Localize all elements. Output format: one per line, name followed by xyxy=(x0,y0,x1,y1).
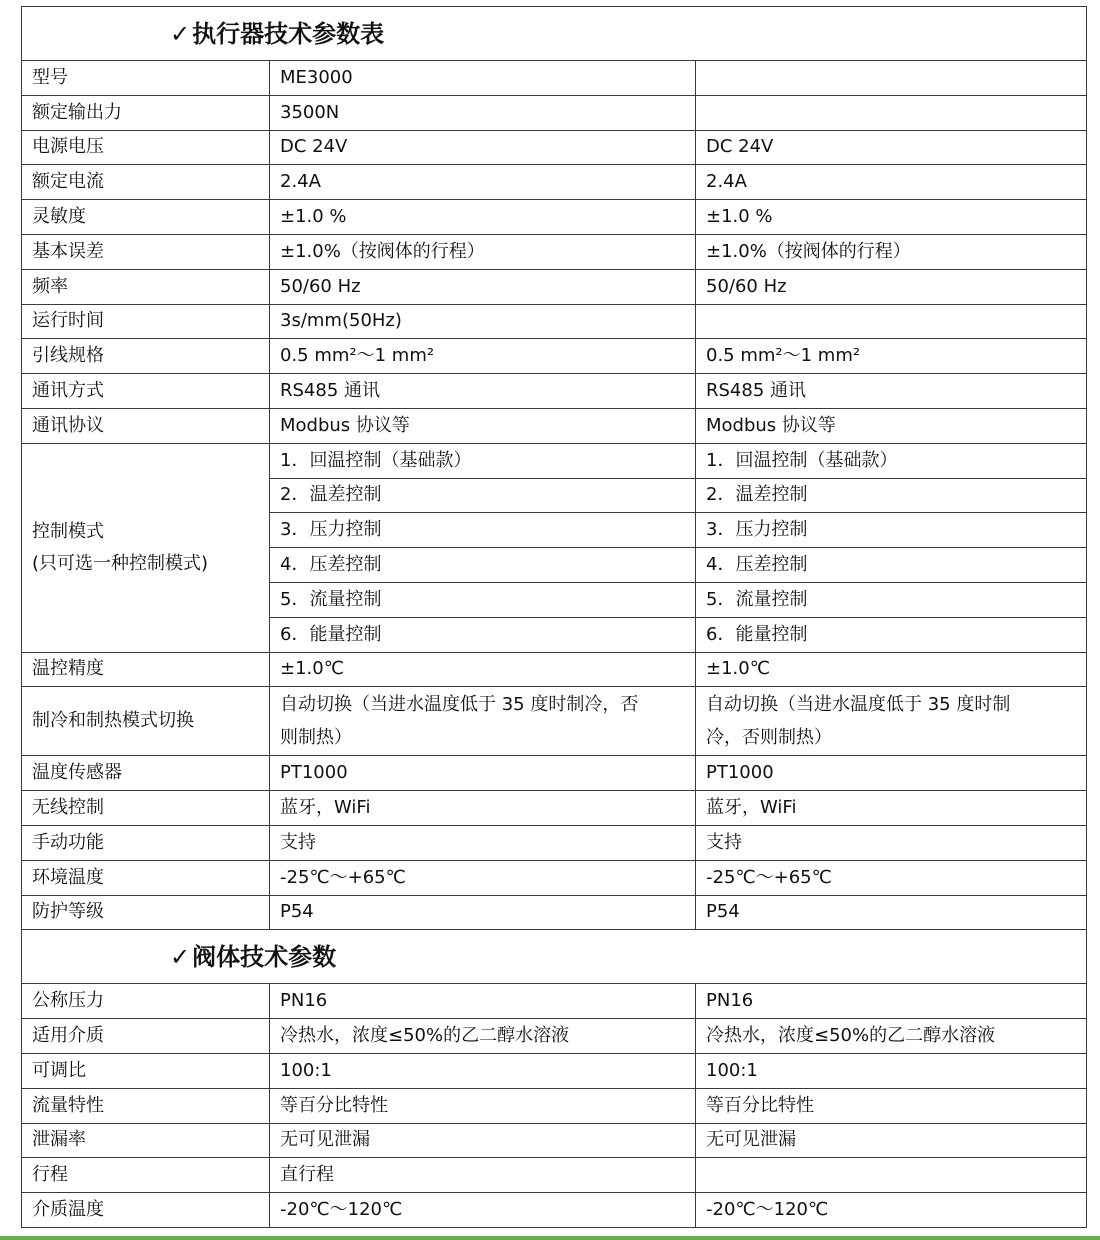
control-mode-option-alt: 6．能量控制 xyxy=(696,617,1087,652)
param-value: Modbus 协议等 xyxy=(270,408,696,443)
param-label: 环境温度 xyxy=(22,860,270,895)
param-label: 灵敏度 xyxy=(22,200,270,235)
table-row xyxy=(22,1088,1087,1123)
param-value: ±1.0%（按阀体的行程） xyxy=(270,234,696,269)
param-label: 额定输出力 xyxy=(22,95,270,130)
control-mode-option-alt: 2．温差控制 xyxy=(696,478,1087,513)
control-mode-option: 4．压差控制 xyxy=(270,548,696,583)
param-value-alt xyxy=(696,95,1087,130)
param-value: -25℃～+65℃ xyxy=(270,860,696,895)
control-mode-note: (只可选一种控制模式) xyxy=(32,552,209,574)
control-mode-option: 2．温差控制 xyxy=(270,478,696,513)
param-value: PT1000 xyxy=(270,756,696,791)
param-value: 无可见泄漏 xyxy=(270,1123,696,1158)
param-value-alt: PT1000 xyxy=(696,756,1087,791)
table-row xyxy=(22,200,1087,235)
param-value-alt: 等百分比特性 xyxy=(696,1088,1087,1123)
table-row xyxy=(22,984,1087,1019)
param-value: 支持 xyxy=(270,825,696,860)
param-value-alt: RS485 通讯 xyxy=(696,374,1087,409)
table-row xyxy=(22,825,1087,860)
table-row xyxy=(22,130,1087,165)
table-row xyxy=(22,756,1087,791)
param-label: 泄漏率 xyxy=(22,1123,270,1158)
table-row xyxy=(22,234,1087,269)
param-value: DC 24V xyxy=(270,130,696,165)
check-icon: ✓ xyxy=(170,942,191,971)
param-label: 运行时间 xyxy=(22,304,270,339)
param-value xyxy=(270,687,696,756)
param-value: ±1.0℃ xyxy=(270,652,696,687)
param-value: 50/60 Hz xyxy=(270,269,696,304)
param-value-line: 自动切换（当进水温度低于 35 度时制冷，否 xyxy=(280,694,639,716)
param-value-alt: ±1.0%（按阀体的行程） xyxy=(696,234,1087,269)
param-label: 引线规格 xyxy=(22,339,270,374)
param-value-alt: 支持 xyxy=(696,825,1087,860)
param-label: 防护等级 xyxy=(22,895,270,930)
param-value-alt: -25℃～+65℃ xyxy=(696,860,1087,895)
param-label: 频率 xyxy=(22,269,270,304)
param-value-alt: 100:1 xyxy=(696,1053,1087,1088)
param-value-alt xyxy=(696,687,1087,756)
table-row xyxy=(22,374,1087,409)
param-value-alt: ±1.0 % xyxy=(696,200,1087,235)
table-row xyxy=(22,1019,1087,1054)
control-mode-option: 5．流量控制 xyxy=(270,582,696,617)
check-icon: ✓ xyxy=(170,19,191,48)
param-label: 温控精度 xyxy=(22,652,270,687)
table-row xyxy=(22,791,1087,826)
param-value-alt: DC 24V xyxy=(696,130,1087,165)
section-title: 阀体技术参数 xyxy=(192,942,337,971)
spec-sheet xyxy=(21,6,1086,1228)
param-value: 冷热水，浓度≤50%的乙二醇水溶液 xyxy=(270,1019,696,1054)
param-label: 电源电压 xyxy=(22,130,270,165)
param-value: ±1.0 % xyxy=(270,200,696,235)
param-value-alt: P54 xyxy=(696,895,1087,930)
table-row xyxy=(22,339,1087,374)
table-row xyxy=(22,652,1087,687)
control-mode-option-alt: 4．压差控制 xyxy=(696,548,1087,583)
param-label: 基本误差 xyxy=(22,234,270,269)
param-value: -20℃～120℃ xyxy=(270,1193,696,1228)
param-value-line: 冷，否则制热） xyxy=(706,727,832,749)
param-value-alt: -20℃～120℃ xyxy=(696,1193,1087,1228)
param-label: 介质温度 xyxy=(22,1193,270,1228)
control-mode-option: 6．能量控制 xyxy=(270,617,696,652)
param-value-alt xyxy=(696,304,1087,339)
param-value: 等百分比特性 xyxy=(270,1088,696,1123)
table-row xyxy=(22,165,1087,200)
param-value-alt: 2.4A xyxy=(696,165,1087,200)
table-row xyxy=(22,895,1087,930)
control-mode-option-alt: 1．回温控制（基础款） xyxy=(696,443,1087,478)
param-value: PN16 xyxy=(270,984,696,1019)
table-row xyxy=(22,1193,1087,1228)
param-value-alt: 冷热水，浓度≤50%的乙二醇水溶液 xyxy=(696,1019,1087,1054)
table-row xyxy=(22,408,1087,443)
param-label: 型号 xyxy=(22,61,270,96)
param-value: 3s/mm(50Hz) xyxy=(270,304,696,339)
param-value-alt: 50/60 Hz xyxy=(696,269,1087,304)
param-label: 公称压力 xyxy=(22,984,270,1019)
table-row xyxy=(22,1053,1087,1088)
param-label: 适用介质 xyxy=(22,1019,270,1054)
param-value-alt: PN16 xyxy=(696,984,1087,1019)
control-mode-title: 控制模式 xyxy=(32,520,104,542)
param-value-alt: ±1.0℃ xyxy=(696,652,1087,687)
param-label: 无线控制 xyxy=(22,791,270,826)
param-value: RS485 通讯 xyxy=(270,374,696,409)
param-label: 温度传感器 xyxy=(22,756,270,791)
param-value-alt: 蓝牙，WiFi xyxy=(696,791,1087,826)
param-value-alt: 0.5 mm²～1 mm² xyxy=(696,339,1087,374)
param-value: 100:1 xyxy=(270,1053,696,1088)
spec-table xyxy=(21,6,1087,1228)
table-row xyxy=(22,269,1087,304)
table-row xyxy=(22,1123,1087,1158)
param-label: 额定电流 xyxy=(22,165,270,200)
param-value-alt: 无可见泄漏 xyxy=(696,1123,1087,1158)
param-value: P54 xyxy=(270,895,696,930)
control-mode-option-alt: 5．流量控制 xyxy=(696,582,1087,617)
param-label: 流量特性 xyxy=(22,1088,270,1123)
table-row xyxy=(22,860,1087,895)
table-row xyxy=(22,443,1087,478)
param-value-alt: Modbus 协议等 xyxy=(696,408,1087,443)
table-row xyxy=(22,687,1087,756)
control-mode-option: 3．压力控制 xyxy=(270,513,696,548)
section-header-valve xyxy=(22,930,1087,984)
table-row xyxy=(22,304,1087,339)
param-value: 2.4A xyxy=(270,165,696,200)
param-value: 蓝牙，WiFi xyxy=(270,791,696,826)
table-row xyxy=(22,1158,1087,1193)
param-label: 通讯协议 xyxy=(22,408,270,443)
control-mode-option: 1．回温控制（基础款） xyxy=(270,443,696,478)
param-value-line: 则制热） xyxy=(280,727,352,749)
param-value-line: 自动切换（当进水温度低于 35 度时制 xyxy=(706,694,1011,716)
param-value-alt xyxy=(696,61,1087,96)
param-label: 通讯方式 xyxy=(22,374,270,409)
param-label: 可调比 xyxy=(22,1053,270,1088)
param-value: 0.5 mm²～1 mm² xyxy=(270,339,696,374)
control-mode-label xyxy=(22,443,270,652)
footer-accent-line xyxy=(0,1236,1100,1240)
section-header-actuator xyxy=(22,7,1087,61)
param-value-alt xyxy=(696,1158,1087,1193)
table-row xyxy=(22,95,1087,130)
param-value: ME3000 xyxy=(270,61,696,96)
param-value: 3500N xyxy=(270,95,696,130)
table-row xyxy=(22,61,1087,96)
param-label: 行程 xyxy=(22,1158,270,1193)
param-value: 直行程 xyxy=(270,1158,696,1193)
section-title: 执行器技术参数表 xyxy=(192,19,385,48)
control-mode-option-alt: 3．压力控制 xyxy=(696,513,1087,548)
param-label: 手动功能 xyxy=(22,825,270,860)
param-label: 制冷和制热模式切换 xyxy=(22,687,270,756)
